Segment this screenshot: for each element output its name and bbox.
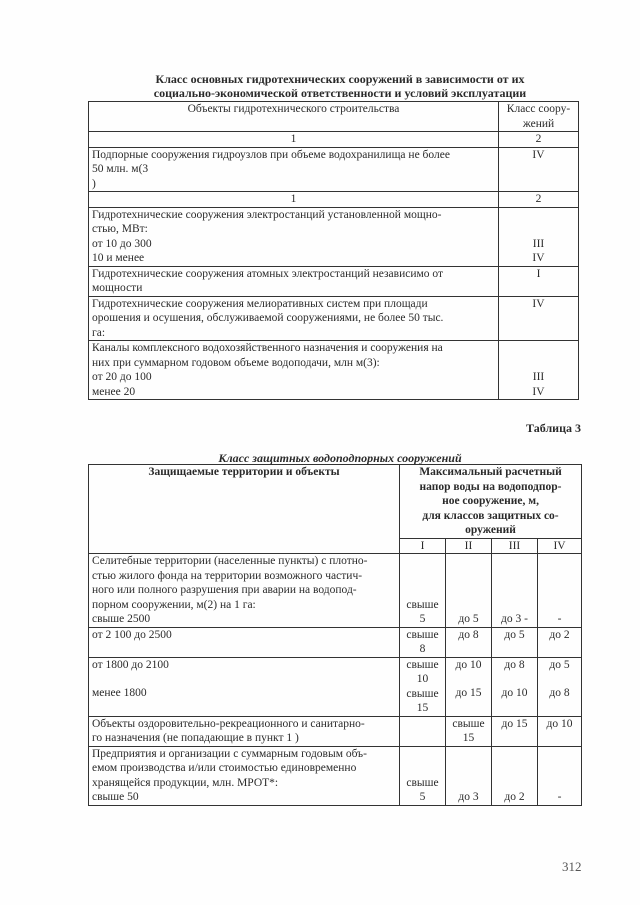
class-header: I bbox=[400, 538, 446, 554]
header-line: для классов защитных со- bbox=[422, 509, 559, 522]
text-line: хранящейся продукции, млн. МРОТ*: bbox=[92, 776, 279, 789]
head-value: до 8 bbox=[446, 627, 492, 657]
class-header: II bbox=[446, 538, 492, 554]
table-row bbox=[89, 207, 579, 266]
head-value: до 3 bbox=[446, 746, 492, 805]
title-line: социально-экономической ответственности и условий эксплуатации bbox=[153, 86, 527, 100]
row-text bbox=[89, 296, 499, 341]
head-values bbox=[538, 657, 582, 716]
head-values bbox=[492, 657, 538, 716]
head-value bbox=[400, 716, 446, 746]
text-line: Гидротехнические сооружения мелиоративных систем при площади bbox=[92, 297, 428, 310]
table3-title: Класс защитных водоподпорных сооружений bbox=[218, 451, 462, 465]
row-text bbox=[89, 266, 499, 296]
numbering-row bbox=[89, 192, 579, 208]
text-line: орошения и осушения, обслуживаемой сооружениями, не более 50 тыс. bbox=[92, 312, 444, 324]
head-value: до 10 bbox=[538, 716, 582, 746]
column-number: 1 bbox=[89, 192, 499, 208]
class-value: IV bbox=[532, 385, 545, 398]
text-line: Селитебные территории (населенные пункты) с плотно- bbox=[92, 555, 368, 567]
text-line: Каналы комплексного водохозяйственного назначения и сооружения на bbox=[92, 342, 443, 354]
class-value: IV bbox=[499, 296, 579, 341]
table-row bbox=[89, 296, 579, 341]
head-value: - bbox=[538, 554, 582, 628]
header-line: жений bbox=[522, 117, 555, 130]
table-label: Таблица 3 bbox=[526, 421, 581, 435]
head-value: свыше 5 bbox=[400, 746, 446, 805]
class-value: IV bbox=[499, 147, 579, 192]
table2-title bbox=[90, 72, 590, 100]
head-value: до 10 bbox=[501, 687, 528, 699]
head-value: до 10 bbox=[455, 658, 482, 671]
text-line: Объекты оздоровительно-рекреационного и санитарно- bbox=[92, 717, 365, 730]
text-line: свыше 2500 bbox=[92, 613, 151, 625]
header-objects: Объекты гидротехнического строительства bbox=[89, 102, 499, 132]
class-value: IV bbox=[532, 252, 545, 264]
head-values bbox=[400, 657, 446, 716]
table-row bbox=[89, 657, 582, 716]
text-line: от 10 до 300 bbox=[92, 237, 152, 250]
text-line: стью жилого фонда на территории возможного частич- bbox=[92, 569, 363, 582]
table-header-row bbox=[89, 465, 582, 539]
structures-class-table bbox=[88, 101, 579, 400]
text-line: емом производства и/или стоимостью единовременно bbox=[92, 762, 357, 774]
class-header: III bbox=[492, 538, 538, 554]
text-line: 50 млн. м(3 bbox=[92, 163, 149, 175]
row-text bbox=[89, 657, 400, 716]
table-row bbox=[89, 716, 582, 746]
table-row bbox=[89, 147, 579, 192]
header-line: Максимальный расчетный bbox=[419, 466, 562, 478]
text-line: Гидротехнические сооружения атомных электростанций независимо от bbox=[92, 267, 444, 280]
row-text bbox=[89, 341, 499, 400]
row-text bbox=[89, 147, 499, 192]
text-line: менее 1800 bbox=[92, 687, 147, 699]
text-line: га: bbox=[92, 326, 106, 339]
row-text bbox=[89, 716, 400, 746]
text-line: стью, МВт: bbox=[92, 223, 148, 235]
head-value: свыше 15 bbox=[446, 716, 492, 746]
head-value: до 8 bbox=[504, 658, 525, 671]
title-line: Класс основных гидротехнических сооружений в зависимости от их bbox=[155, 72, 525, 86]
header-line: оружений bbox=[465, 524, 516, 536]
header-line: напор воды на водоподпор- bbox=[419, 480, 562, 493]
table-row bbox=[89, 627, 582, 657]
text-line: от 1800 до 2100 bbox=[92, 658, 169, 671]
class-value: I bbox=[499, 266, 579, 296]
head-value: - bbox=[538, 746, 582, 805]
column-number: 2 bbox=[499, 192, 579, 208]
class-value: III bbox=[532, 371, 545, 383]
head-value: до 8 bbox=[549, 687, 570, 699]
head-value: свыше 10 bbox=[406, 658, 439, 685]
text-line: го назначения (не попадающие в пункт 1 ) bbox=[92, 732, 299, 744]
text-line: от 20 до 100 bbox=[92, 371, 152, 383]
class-value: III bbox=[532, 237, 545, 250]
row-text: от 2 100 до 2500 bbox=[89, 627, 400, 657]
text-line: порном сооружении, м(2) на 1 га: bbox=[92, 598, 256, 611]
text-line: менее 20 bbox=[92, 385, 136, 398]
head-value: до 5 bbox=[549, 658, 570, 671]
text-line: ного или полного разрушения при аварии на водопод- bbox=[92, 584, 357, 596]
header-class bbox=[499, 102, 579, 132]
table-row bbox=[89, 266, 579, 296]
row-text bbox=[89, 746, 400, 805]
head-value: свыше 8 bbox=[400, 627, 446, 657]
column-number: 2 bbox=[499, 132, 579, 148]
text-line: них при суммарном годовом объеме водоподачи, млн м(3): bbox=[92, 356, 380, 369]
head-value: свыше 15 bbox=[406, 687, 439, 714]
class-header: IV bbox=[538, 538, 582, 554]
numbering-row bbox=[89, 132, 579, 148]
table-row bbox=[89, 746, 582, 805]
row-text bbox=[89, 554, 400, 628]
text-line: 10 и менее bbox=[92, 252, 145, 264]
protective-structures-table bbox=[88, 464, 582, 806]
head-value: до 2 bbox=[538, 627, 582, 657]
text-line: мощности bbox=[92, 282, 143, 294]
class-values bbox=[499, 207, 579, 266]
header-line: ное сооружение, м, bbox=[442, 495, 539, 507]
head-value: свыше 5 bbox=[400, 554, 446, 628]
header-max-head bbox=[400, 465, 582, 539]
column-number: 1 bbox=[89, 132, 499, 148]
head-value: до 5 bbox=[492, 627, 538, 657]
text-line: свыше 50 bbox=[92, 791, 139, 803]
table-header-row bbox=[89, 102, 579, 132]
head-value: до 5 bbox=[446, 554, 492, 628]
head-value: до 3 - bbox=[492, 554, 538, 628]
head-value: до 15 bbox=[455, 687, 482, 699]
head-value: до 15 bbox=[492, 716, 538, 746]
header-line: Класс соору- bbox=[506, 103, 571, 115]
page-number: 312 bbox=[562, 859, 582, 874]
table-row bbox=[89, 341, 579, 400]
text-line: Гидротехнические сооружения электростанций установленной мощно- bbox=[92, 208, 442, 221]
header-territories: Защищаемые территории и объекты bbox=[89, 465, 400, 554]
table-row bbox=[89, 554, 582, 628]
class-values bbox=[499, 341, 579, 400]
text-line: Подпорные сооружения гидроузлов при объеме водохранилища не более bbox=[92, 148, 450, 161]
row-text bbox=[89, 207, 499, 266]
head-values bbox=[446, 657, 492, 716]
head-value: до 2 bbox=[492, 746, 538, 805]
text-line: Предприятия и организации с суммарным годовым объ- bbox=[92, 747, 367, 760]
text-line: ) bbox=[92, 177, 96, 190]
